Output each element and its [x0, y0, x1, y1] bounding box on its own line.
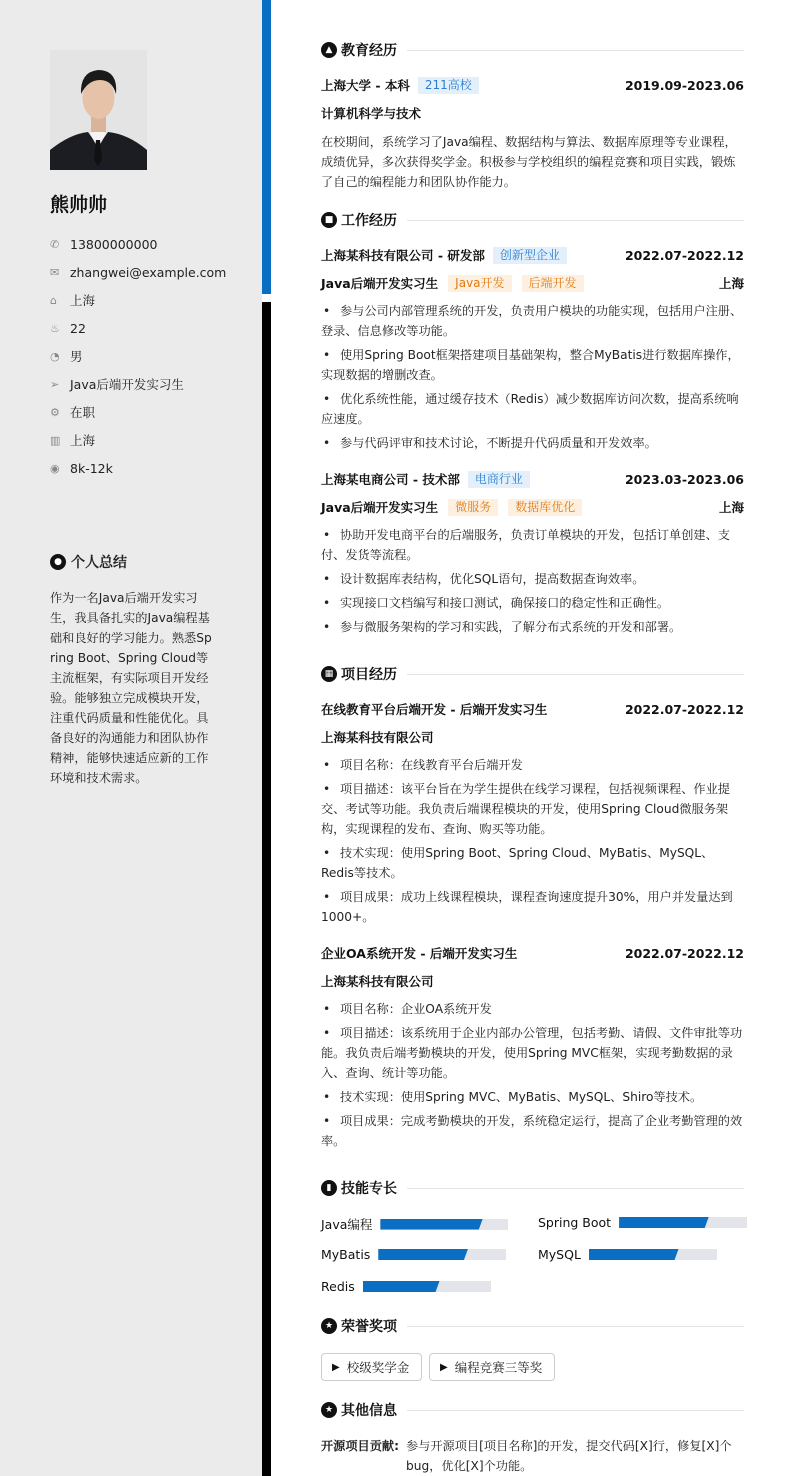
school-tag: 211高校 — [418, 77, 479, 94]
work-title: 工作经历 — [341, 213, 397, 229]
section-rule — [407, 1410, 744, 1411]
job-role-row — [321, 274, 744, 292]
section-rule — [407, 220, 744, 221]
age-value: 22 — [70, 320, 86, 336]
skill-item — [321, 1279, 491, 1294]
list-item: • 使用Spring Boot框架搭建项目基础架构，整合MyBatis进行数据库操作，实现数据的增删改查。 — [321, 345, 744, 385]
list-item: • 参与微服务架构的学习和实践，了解分布式系统的开发和部署。 — [321, 617, 744, 637]
graduation-cap-icon: ▲ — [321, 42, 337, 58]
list-item: • 项目名称：企业OA系统开发 — [321, 999, 744, 1019]
skill-bar-fill — [363, 1281, 440, 1292]
section-rule — [407, 50, 744, 51]
list-item: • 技术实现：使用Spring MVC、MyBatis、MySQL、Shiro等技术。 — [321, 1087, 744, 1107]
skill-bar-fill — [589, 1249, 679, 1260]
other-label: 开源项目贡献: — [321, 1439, 399, 1453]
project-company-row — [321, 972, 744, 990]
phone-value: 13800000000 — [70, 236, 158, 252]
other-heading — [321, 1400, 744, 1420]
project-company-row — [321, 728, 744, 746]
email-row — [50, 258, 226, 286]
job-header-row — [321, 246, 744, 264]
award-chip — [429, 1353, 555, 1381]
list-item: • 项目成果：成功上线课程模块，课程查询速度提升30%，用户并发量达到1000+。 — [321, 887, 744, 927]
skill-tag: Java开发 — [448, 275, 511, 292]
location-row — [50, 286, 226, 314]
user-icon: ● — [50, 554, 66, 570]
list-item: • 项目描述：该平台旨在为学生提供在线学习课程，包括视频课程、作业提交、考试等功能。我负责后端课程模块的开发，使用Spring Cloud微服务架构，实现课程的发布、查询、购买等功能。 — [321, 779, 744, 839]
building-icon: ▥ — [50, 433, 61, 447]
gender-value: 男 — [70, 349, 83, 364]
job-row — [50, 370, 226, 398]
profile-photo — [50, 50, 147, 170]
projects-heading — [321, 664, 744, 684]
job-date: 2023.03-2023.06 — [624, 471, 744, 487]
projects-title: 项目经历 — [341, 667, 397, 683]
other-text: 参与开源项目[项目名称]的开发，提交代码[X]行，修复[X]个bug，优化[X]个功能。 — [406, 1439, 732, 1473]
city-row — [50, 426, 226, 454]
education-title: 教育经历 — [341, 43, 397, 59]
skill-bar-fill — [619, 1217, 709, 1228]
phone-row — [50, 230, 226, 258]
skill-item — [538, 1215, 747, 1230]
skills-title: 技能专长 — [341, 1181, 397, 1197]
project-bullets — [321, 755, 744, 931]
job-header-row — [321, 470, 744, 488]
salary-value: 8k-12k — [70, 460, 113, 476]
skill-item — [321, 1247, 506, 1262]
education-date: 2019.09-2023.06 — [624, 77, 744, 93]
home-icon: ⌂ — [50, 293, 57, 307]
job-date: 2022.07-2022.12 — [624, 247, 744, 263]
list-item: • 技术实现：使用Spring Boot、Spring Cloud、MyBatis、MySQL、Redis等技术。 — [321, 843, 744, 883]
job-company: 上海某科技有限公司 - 研发部 — [321, 248, 485, 263]
section-rule — [407, 674, 744, 675]
status-row — [50, 398, 226, 426]
education-heading — [321, 40, 744, 60]
project-name: 在线教育平台后端开发 - 后端开发实习生 — [321, 702, 548, 717]
gender-icon: ◔ — [50, 349, 60, 363]
skill-bar — [589, 1249, 717, 1260]
medal-icon: ★ — [321, 1318, 337, 1334]
job-city: 上海 — [718, 276, 744, 291]
job-company: 上海某电商公司 - 技术部 — [321, 472, 460, 487]
black-divider — [262, 302, 271, 1476]
skills-heading — [321, 1178, 744, 1198]
section-rule — [407, 1188, 744, 1189]
company-tag: 电商行业 — [468, 471, 530, 488]
skill-tag: 数据库优化 — [508, 499, 582, 516]
skill-name: Spring Boot — [538, 1215, 612, 1230]
award-label: 编程竞赛三等奖 — [454, 1360, 543, 1375]
list-item: • 设计数据库表结构，优化SQL语句，提高数据查询效率。 — [321, 569, 744, 589]
play-icon: ▶ — [332, 1361, 340, 1373]
list-item: • 协助开发电商平台的后端服务，负责订单模块的开发，包括订单创建、支付、发货等流程。 — [321, 525, 744, 565]
coin-icon: ◉ — [50, 461, 60, 475]
profile-name: 熊帅帅 — [50, 194, 108, 216]
gender-row — [50, 342, 226, 370]
skill-bar — [380, 1219, 508, 1230]
other-info-row — [321, 1436, 744, 1476]
phone-icon: ✆ — [50, 237, 60, 251]
job-role: Java后端开发实习生 — [321, 500, 439, 515]
briefcase-icon: ■ — [321, 212, 337, 228]
education-description: 在校期间，系统学习了Java编程、数据结构与算法、数据库原理等专业课程，成绩优异，多次获得奖学金。积极参与学校组织的编程竞赛和项目实践，锻炼了自己的编程能力和团队协作能力。 — [321, 135, 737, 189]
skill-tag: 微服务 — [448, 499, 498, 516]
project-header-row — [321, 944, 744, 962]
work-heading — [321, 210, 744, 230]
project-date: 2022.07-2022.12 — [624, 945, 744, 961]
list-item: • 参与代码评审和技术讨论，不断提升代码质量和开发效率。 — [321, 433, 744, 453]
job-value: Java后端开发实习生 — [70, 377, 184, 392]
skill-name: Redis — [321, 1279, 355, 1294]
awards-title: 荣誉奖项 — [341, 1319, 397, 1335]
grid-icon: ▦ — [321, 666, 337, 682]
award-label: 校级奖学金 — [346, 1360, 410, 1375]
list-item: • 参与公司内部管理系统的开发，负责用户模块的功能实现，包括用户注册、登录、信息修改等功能。 — [321, 301, 744, 341]
skill-bar — [378, 1249, 506, 1260]
email-value: zhangwei@example.com — [70, 264, 227, 280]
location-value: 上海 — [70, 293, 96, 308]
summary-title: 个人总结 — [71, 555, 127, 571]
major: 计算机科学与技术 — [321, 106, 422, 121]
list-item: • 优化系统性能，通过缓存技术（Redis）减少数据库访问次数，提高系统响应速度。 — [321, 389, 744, 429]
summary-heading — [50, 552, 127, 572]
other-title: 其他信息 — [341, 1403, 397, 1419]
skill-tag: 后端开发 — [522, 275, 584, 292]
project-header-row — [321, 700, 744, 718]
skill-bar — [619, 1217, 747, 1228]
major-row — [321, 104, 744, 122]
age-row — [50, 314, 226, 342]
project-bullets — [321, 999, 744, 1155]
status-value: 在职 — [70, 405, 96, 420]
list-item: • 实现接口文档编写和接口测试，确保接口的稳定性和正确性。 — [321, 593, 744, 613]
awards-heading — [321, 1316, 744, 1336]
salary-row — [50, 454, 226, 482]
job-role: Java后端开发实习生 — [321, 276, 439, 291]
send-icon: ➢ — [50, 377, 60, 391]
gear-icon: ⚙ — [50, 405, 60, 419]
medal-icon: ★ — [321, 1402, 337, 1418]
project-company: 上海某科技有限公司 — [321, 730, 434, 745]
bar-chart-icon: ▮ — [321, 1180, 337, 1196]
project-date: 2022.07-2022.12 — [624, 701, 744, 717]
job-role-row — [321, 498, 744, 516]
skill-name: Java编程 — [321, 1217, 373, 1232]
skill-item — [321, 1215, 508, 1233]
contact-info — [50, 230, 226, 482]
job-bullets — [321, 301, 744, 457]
play-icon: ▶ — [440, 1361, 448, 1373]
skill-bar — [363, 1281, 491, 1292]
list-item: • 项目成果：完成考勤模块的开发，系统稳定运行，提高了企业考勤管理的效率。 — [321, 1111, 744, 1151]
school-name: 上海大学 - 本科 — [321, 78, 410, 93]
award-chip — [321, 1353, 422, 1381]
project-company: 上海某科技有限公司 — [321, 974, 434, 989]
skill-bar-fill — [380, 1219, 482, 1230]
list-item: • 项目名称：在线教育平台后端开发 — [321, 755, 744, 775]
mail-icon: ✉ — [50, 265, 60, 279]
section-rule — [407, 1326, 744, 1327]
cake-icon: ♨ — [50, 321, 60, 335]
company-tag: 创新型企业 — [493, 247, 567, 264]
skill-bar-fill — [378, 1249, 468, 1260]
project-name: 企业OA系统开发 - 后端开发实习生 — [321, 946, 518, 961]
summary-text: 作为一名Java后端开发实习生，我具备扎实的Java编程基础和良好的学习能力。熟悉Spring Boot、Spring Cloud等主流框架，有实际项目开发经验。能够独立完成模块开发，注重代码质量和性能优化。具备良好的沟通能力和团队协作精神，能够快速适应新的工作环境和技术需求。 — [50, 591, 212, 785]
skill-item — [538, 1247, 717, 1262]
city-value: 上海 — [70, 433, 96, 448]
list-item: • 项目描述：该系统用于企业内部办公管理，包括考勤、请假、文件审批等功能。我负责后端考勤模块的开发，使用Spring MVC框架，实现考勤数据的录入、查询、统计等功能。 — [321, 1023, 744, 1083]
job-city: 上海 — [718, 500, 744, 515]
skill-name: MyBatis — [321, 1247, 371, 1262]
accent-divider — [262, 0, 271, 294]
job-bullets — [321, 525, 744, 641]
education-header-row — [321, 76, 744, 94]
skill-name: MySQL — [538, 1247, 581, 1262]
